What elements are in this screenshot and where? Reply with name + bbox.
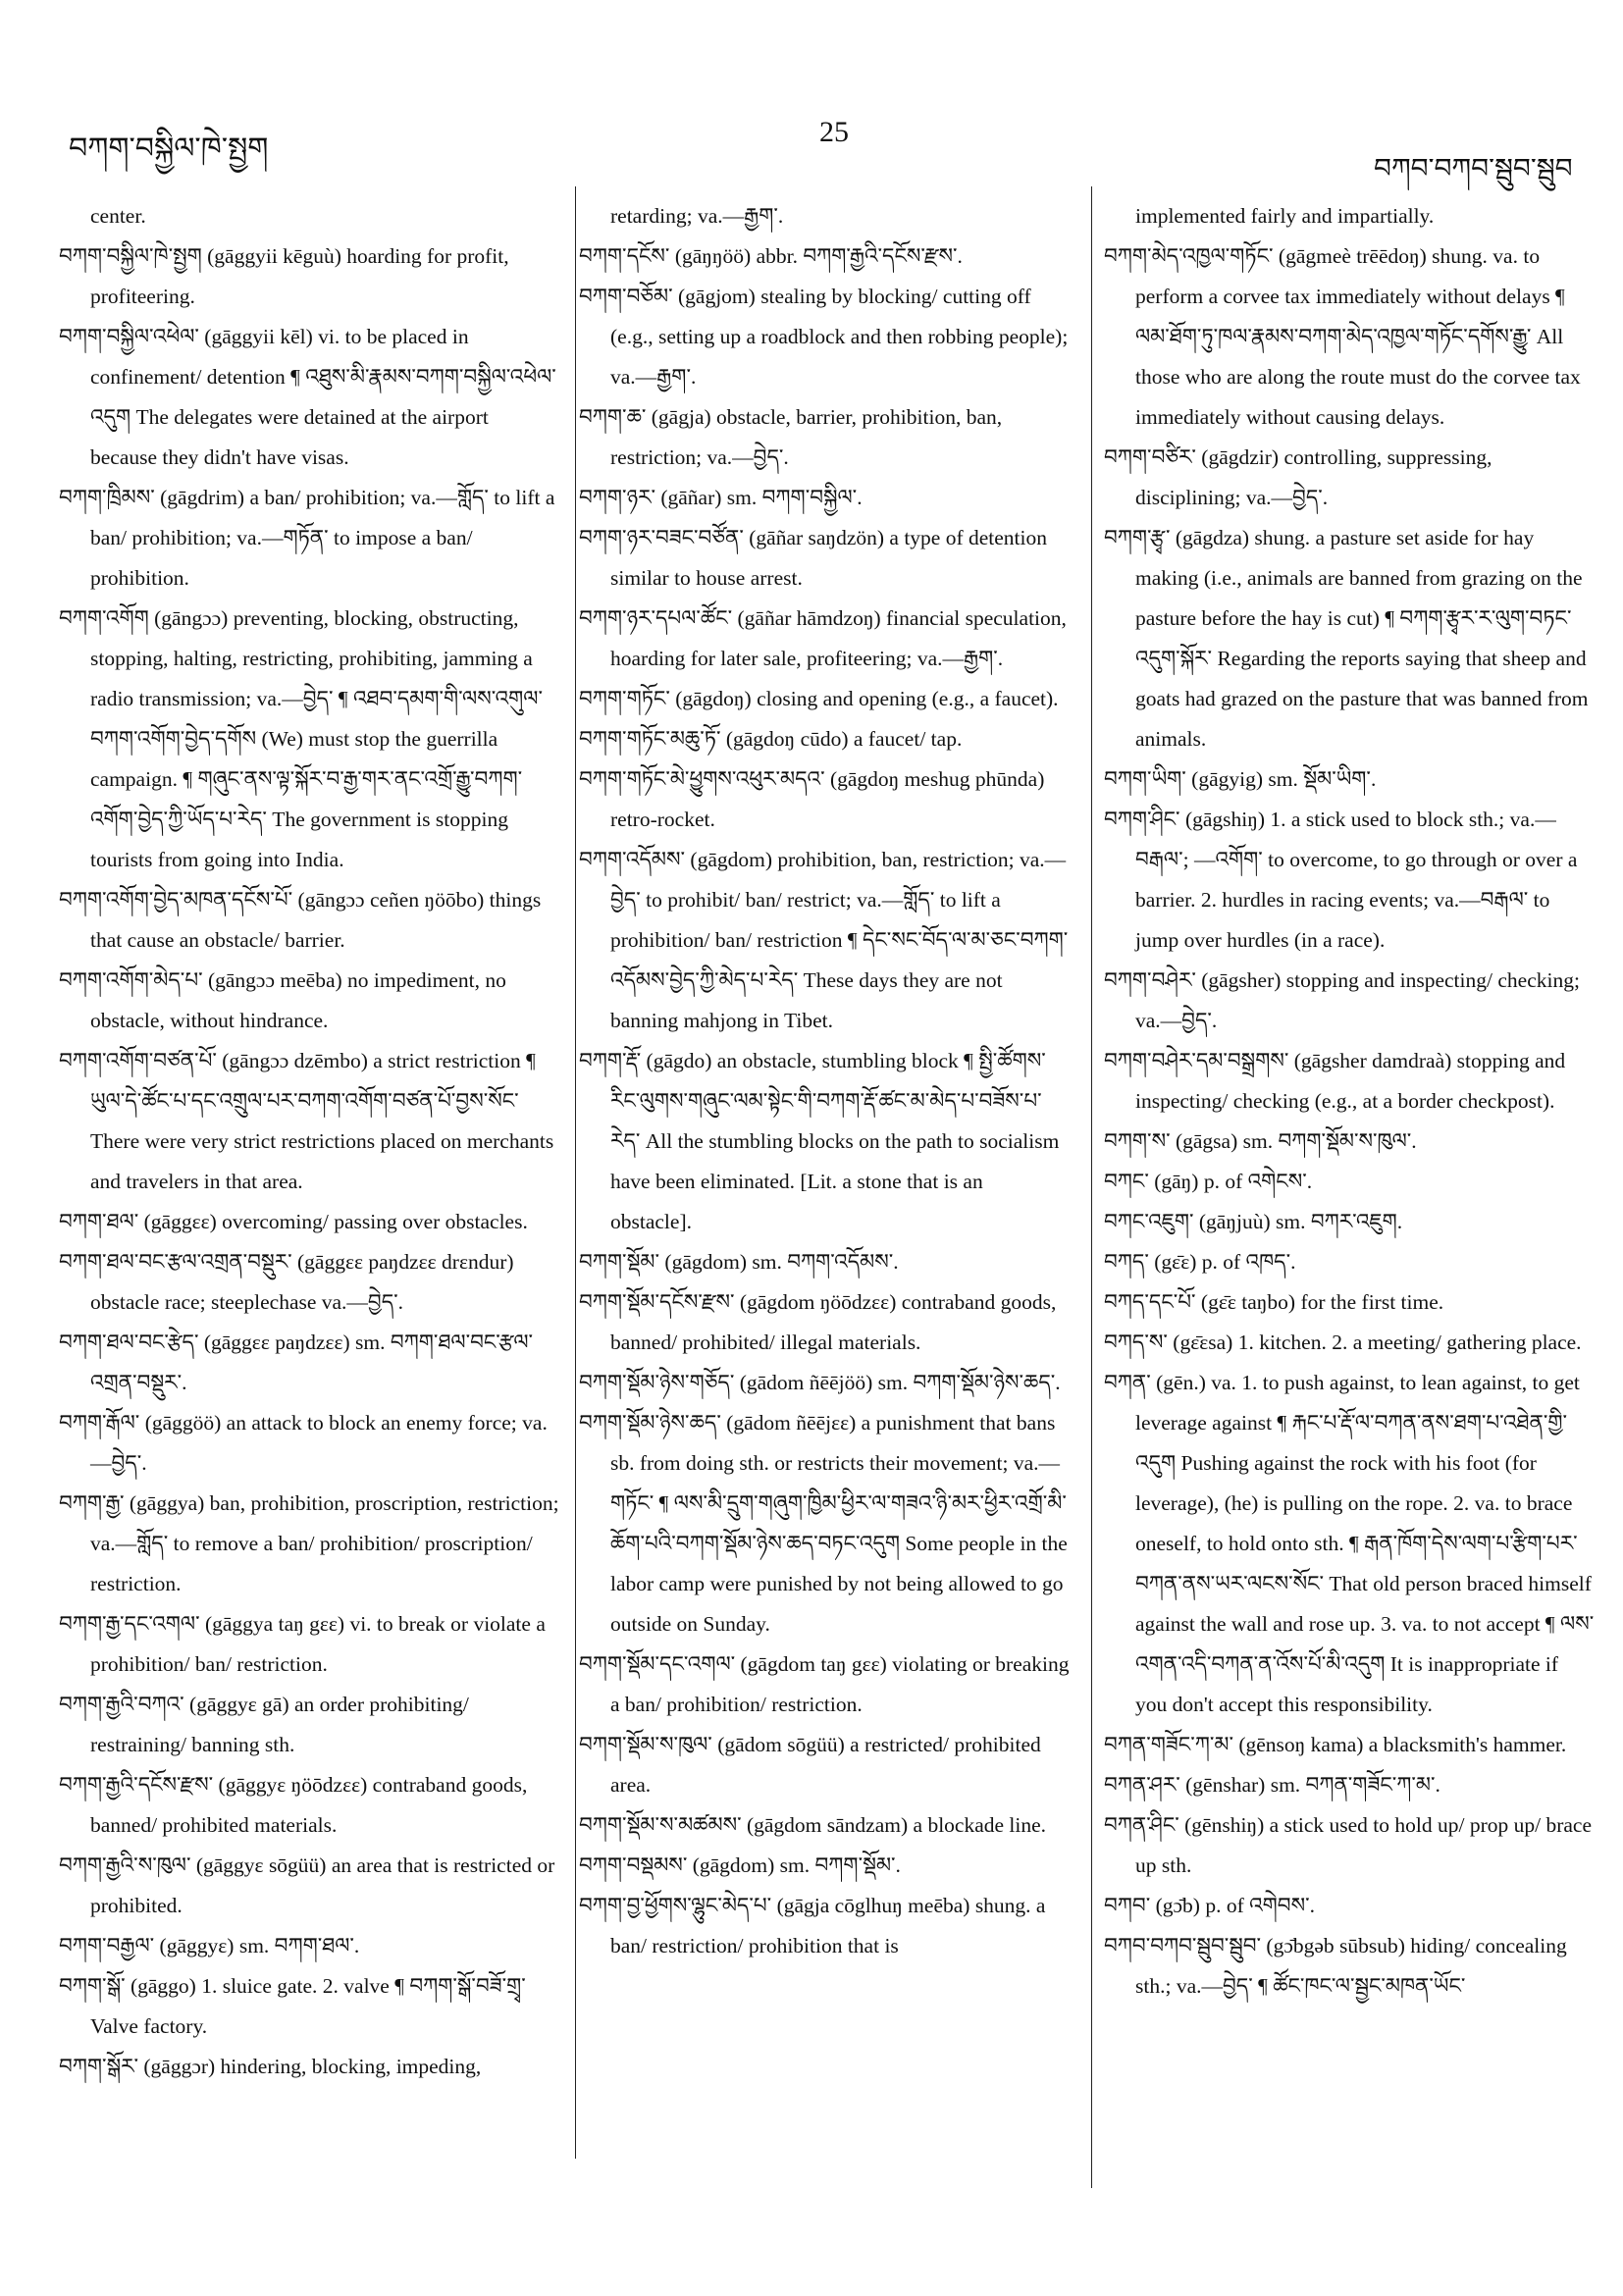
- dictionary-entry: བཀན་གཟོང་ཀ་མ་ (gēnsoŋ kama) a blacksmith's hammer.: [1104, 1733, 1567, 1756]
- dictionary-entry: བཀག་སྡོམ་ས་མཚམས་ (gāgdom sāndzam) a blockade line.: [579, 1813, 1047, 1837]
- dictionary-entry: བཀག་ཉར་ (gāñar) sm. བཀག་བསྐྱིལ་.: [579, 486, 863, 509]
- dictionary-entry: བཀག་ཉར་བཟང་བཙོན་ (gāñar saŋdzön) a type of detention similar to house arrest.: [579, 526, 1047, 590]
- dictionary-entry: བཀག་སྡོམ་དངོས་རྫས་ (gāgdom ŋöōdzɛɛ) contraband goods, banned/ prohibited/ illegal materials.: [579, 1290, 1057, 1354]
- dictionary-entry: བཀག་འགོག་བྱེད་མཁན་དངོས་པོ་ (gāngɔɔ ceñen ŋöōbo) things that cause an obstacle/ barrier.: [59, 888, 542, 952]
- dictionary-entry: བཀག་བརྒྱལ་ (gāggyɛ) sm. བཀག་ཐལ་.: [59, 1934, 360, 1957]
- dictionary-entry: བཀབ་བཀབ་སྦུབ་སྦུབ་ (gɔ̄bgəb sūbsub) hiding/ concealing sth.; va.—བྱེད་ ¶ ཚོང་ཁང་ལ་སྦྱང་མཁན་ཡོང་: [1104, 1934, 1567, 1998]
- dictionary-entry: བཀན་ཤིང་ (gēnshiŋ) a stick used to hold up/ prop up/ brace up sth.: [1104, 1813, 1593, 1877]
- dictionary-entry: བཀད་ (gɛ̄ɛ) p. of འཁད་.: [1104, 1250, 1296, 1274]
- dictionary-entry: བཀན་ (gēn.) va. 1. to push against, to lean against, to get leverage against ¶ རྐང་པ་རྡོ་ལ་བཀན་ནས་ཐག་པ་འཐེན་གྱི་འདུག Pushing against the rock with his foot (for leverage), (he) is pulling on the rope. 2. va. to brace oneself, to hold onto sth. ¶ རྒན་ཁོག་དེས་ལག་པ་རྩིག་པར་བཀན་ནས་ཡར་ལངས་སོང་ That old person braced himself against the wall and rose up. 3. va. to not accept ¶ ལས་འགན་འདི་བཀན་ན་འོས་པོ་མི་འདུག It is inappropriate if you don't accept this responsibility.: [1104, 1371, 1595, 1716]
- entry-continuation: retarding; va.—རྒྱག་.: [610, 204, 784, 228]
- dictionary-entry: བཀག་ཉར་དཔལ་ཚོང་ (gāñar hāmdzoŋ) financial speculation, hoarding for later sale, profiteering; va.—རྒྱག་.: [579, 606, 1067, 670]
- dictionary-entry: བཀག་རྒྱ་ (gāggya) ban, prohibition, proscription, restriction; va.—གློད་ to remove a ban/ prohibition/ proscription/ restriction.: [59, 1491, 559, 1595]
- dictionary-entry: བཀག་སྡོམ་ (gāgdom) sm. བཀག་འདོམས་.: [579, 1250, 899, 1274]
- dictionary-entry: བཀག་སྡོམ་ཉེས་ཆད་ (gādom ñēējɛɛ) a punishment that bans sb. from doing sth. or restricts their movement; va.—གཏོང་ ¶ ལས་མི་དྲུག་གཞུག་ཁྱིམ་ཕྱིར་ལ་གཟའ་ཉི་མར་ཕྱིར་འགྲོ་མི་ཆོག་པའི་བཀག་སྡོམ་ཉེས་ཆད་བཏང་འདུག Some people in the labor camp were punished by not being allowed to go outside on Sunday.: [579, 1411, 1068, 1636]
- dictionary-entry: བཀག་འདོམས་ (gāgdom) prohibition, ban, restriction; va.—བྱེད་ to prohibit/ ban/ restrict; va.—གློད་ to lift a prohibition/ ban/ restriction ¶ དེང་སང་བོད་ལ་མ་ཅང་བཀག་འདོམས་བྱེད་ཀྱི་མེད་པ་རེད་ These days they are not banning mahjong in Tibet.: [579, 848, 1069, 1032]
- dictionary-entry: བཀག་ཐལ་བང་རྩལ་འགྲན་བསྡུར་ (gāggɛɛ paŋdzɛɛ drɛndur) obstacle race; steeplechase va.—བྱེད་.: [59, 1250, 514, 1314]
- dictionary-entry: བཀད་ས་ (gɛ̄ɛsa) 1. kitchen. 2. a meeting/ gathering place.: [1104, 1331, 1582, 1354]
- dictionary-entry: བཀག་སྡོམ་ས་ཁུལ་ (gādom sōgüü) a restricted/ prohibited area.: [579, 1733, 1041, 1797]
- dictionary-entry: བཀག་བསྡམས་ (gāgdom) sm. བཀག་སྡོམ་.: [579, 1853, 901, 1877]
- dictionary-entry: བཀག་སྡོམ་ཉེས་གཅོད་ (gādom ñēējöö) sm. བཀག་སྡོམ་ཉེས་ཆད་.: [579, 1371, 1061, 1394]
- dictionary-entry: བཀག་ས་ (gāgsa) sm. བཀག་སྡོམ་ས་ཁུལ་.: [1104, 1129, 1417, 1153]
- dictionary-entry: བཀག་སྡོམ་དང་འགལ་ (gāgdom taŋ gɛɛ) violating or breaking a ban/ prohibition/ restriction.: [579, 1652, 1070, 1716]
- dictionary-entry: བཀག་དངོས་ (gāŋŋöö) abbr. བཀག་རྒྱའི་དངོས་རྫས་.: [579, 244, 963, 268]
- dictionary-entry: བཀག་རྒྱའི་བཀའ་ (gāggyɛ gā) an order prohibiting/ restraining/ banning sth.: [59, 1693, 469, 1756]
- dictionary-entry: བཀག་སྒོ་ (gāggo) 1. sluice gate. 2. valve ¶ བཀག་སྒོ་བཟོ་གྲྭ་ Valve factory.: [59, 1974, 526, 2038]
- dictionary-entry: བཀག་གཏོང་མཆུ་ཏོ་ (gāgdoŋ cūdo) a faucet/ tap.: [579, 727, 963, 751]
- dictionary-entry: བཀག་འགོག་བཙན་པོ་ (gāngɔɔ dzēmbo) a strict restriction ¶ ཡུལ་དེ་ཚོང་པ་དང་འགྲུལ་པར་བཀག་འགོག་བཙན་པོ་བྱས་སོང་ There were very strict restrictions placed on merchants and travelers in that area.: [59, 1049, 554, 1193]
- dictionary-column-3: [1104, 196, 1595, 2007]
- dictionary-entry: བཀག་བསྐྱིལ་ཁེ་སྤྱག (gāggyii kēguù) hoarding for profit, profiteering.: [59, 244, 509, 308]
- dictionary-column-1: [59, 196, 559, 2087]
- dictionary-entry: བཀག་འགོག་མེད་པ་ (gāngɔɔ meēba) no impediment, no obstacle, without hindrance.: [59, 968, 506, 1032]
- dictionary-entry: བཀག་ཐལ་ (gāggɛɛ) overcoming/ passing over obstacles.: [59, 1210, 528, 1233]
- dictionary-entry: བཀག་བཤེར་ (gāgsher) stopping and inspecting/ checking; va.—བྱེད་.: [1104, 968, 1580, 1032]
- dictionary-entry: བཀང་འཇུག་ (gāŋjuù) sm. བཀར་འཇུག.: [1104, 1210, 1403, 1233]
- dictionary-entry: བཀག་བསྐྱིལ་འཕེལ་ (gāggyii kēl) vi. to be placed in confinement/ detention ¶ འཐུས་མི་རྣམས་བཀག་བསྐྱིལ་འཕེལ་འདུག The delegates were detained at the airport because they didn't have visas.: [59, 325, 556, 469]
- dictionary-entry: བཀག་གཏོང་མེ་ཕྱུགས་འཕུར་མདའ་ (gāgdoŋ meshug phūnda) retro-rocket.: [579, 767, 1045, 831]
- dictionary-entry: བཀད་དང་པོ་ (gɛ̄ɛ taŋbo) for the first time.: [1104, 1290, 1444, 1314]
- dictionary-column-2: [579, 196, 1070, 1966]
- column-divider: [1091, 186, 1092, 2188]
- dictionary-entry: བཀབ་ (gɔ̄b) p. of འགེབས་.: [1104, 1894, 1315, 1917]
- dictionary-entry: བཀག་རྩྭ་ (gāgdza) shung. a pasture set aside for hay making (i.e., animals are banned from grazing on the pasture before the hay is cut) ¶ བཀག་རྩྭར་ར་ལུག་བཏང་འདུག་སྐོར་ Regarding the reports saying that sheep and goats had grazed on the pasture that was banned from animals.: [1104, 526, 1589, 751]
- dictionary-entry: བཀག་རྒྱ་དང་འགལ་ (gāggya taŋ gɛɛ) vi. to break or violate a prohibition/ ban/ restriction.: [59, 1612, 546, 1676]
- dictionary-entry: བཀག་ཁྲིམས་ (gāgdrim) a ban/ prohibition; va.—གློད་ to lift a ban/ prohibition; va.—གཏོན་ to impose a ban/ prohibition.: [59, 486, 555, 590]
- running-head-right: བཀབ་བཀབ་སྦུབ་སྦུབ: [1374, 154, 1573, 184]
- page-number: 25: [819, 116, 849, 148]
- entry-continuation: implemented fairly and impartially.: [1135, 204, 1435, 228]
- dictionary-entry: བཀག་རྡོ་ (gāgdo) an obstacle, stumbling block ¶ སྤྱི་ཚོགས་རིང་ལུགས་གཞུང་ལམ་སྟེང་གི་བཀག་རྡོ་ཚང་མ་མེད་པ་བཟོས་པ་རེད་ All the stumbling blocks on the path to socialism have been eliminated. [Lit. a stone that is an obstacle].: [579, 1049, 1060, 1233]
- dictionary-entry: བཀག་རྒྱའི་ས་ཁུལ་ (gāggyɛ sōgüü) an area that is restricted or prohibited.: [59, 1853, 555, 1917]
- dictionary-entry: བཀག་རྒྱའི་དངོས་རྫས་ (gāggyɛ ŋöōdzɛɛ) contraband goods, banned/ prohibited materials.: [59, 1773, 528, 1837]
- dictionary-entry: བཀག་རྒོལ་ (gāggöö) an attack to block an enemy force; va.—བྱེད་.: [59, 1411, 548, 1475]
- dictionary-entry: བཀག་བཙིར་ (gāgdzir) controlling, suppressing, disciplining; va.—བྱེད་.: [1104, 445, 1492, 509]
- running-head-left: བཀག་བསྐྱིལ་ཁེ་སྤྱག: [69, 132, 269, 165]
- dictionary-entry: བཀན་ཤར་ (gēnshar) sm. བཀན་གཟོང་ཀ་མ་.: [1104, 1773, 1440, 1797]
- dictionary-entry: བཀག་གཏོང་ (gāgdoŋ) closing and opening (e.g., a faucet).: [579, 687, 1059, 710]
- dictionary-entry: བཀག་ཆ་ (gāgja) obstacle, barrier, prohibition, ban, restriction; va.—བྱེད་.: [579, 405, 1003, 469]
- column-divider: [575, 186, 576, 2159]
- dictionary-entry: བཀག་ཤིང་ (gāgshiŋ) 1. a stick used to block sth.; va.—བརྒལ་; —འགོག་ to overcome, to go through or over a barrier. 2. hurdles in racing events; va.—བརྒལ་ to jump over hurdles (in a race).: [1104, 808, 1578, 952]
- dictionary-entry: བཀག་མེད་འཁྱལ་གཏོང་ (gāgmeè trēēdoŋ) shung. va. to perform a corvee tax immediately without delays ¶ ལམ་ཐོག་ཏུ་ཁལ་རྣམས་བཀག་མེད་འཁྱལ་གཏོང་དགོས་རྒྱུ་ All those who are along the route must do the corvee tax immediately without causing delays.: [1104, 244, 1581, 429]
- dictionary-entry: བཀག་འགོག (gāngɔɔ) preventing, blocking, obstructing, stopping, halting, restricting, prohibiting, jamming a radio transmission; va.—བྱེད་ ¶ འཐབ་དམག་གི་ལས་འགུལ་བཀག་འགོག་བྱེད་དགོས (We) must stop the guerrilla campaign. ¶ གཞུང་ནས་ལྟ་སྐོར་བ་རྒྱ་གར་ནང་འགྲོ་རྒྱུ་བཀག་འགོག་བྱེད་ཀྱི་ཡོད་པ་རེད་ The government is stopping tourists from going into India.: [59, 606, 543, 871]
- dictionary-entry: བཀག་ཐལ་བང་རྩེད་ (gāggɛɛ paŋdzɛɛ) sm. བཀག་ཐལ་བང་རྩལ་འགྲན་བསྡུར་.: [59, 1331, 534, 1394]
- dictionary-entry: བཀག་བཤེར་དམ་བསྒྲགས་ (gāgsher damdraà) stopping and inspecting/ checking (e.g., at a border checkpost).: [1104, 1049, 1566, 1113]
- dictionary-entry: བཀང་ (gāŋ) p. of འགེངས་.: [1104, 1170, 1313, 1193]
- dictionary-entry: བཀག་ཡིག་ (gāgyig) sm. སྡོམ་ཡིག་.: [1104, 767, 1377, 791]
- dictionary-entry: བཀག་བཅོམ་ (gāgjom) stealing by blocking/ cutting off (e.g., setting up a roadblock and then robbing people); va.—རྒྱག་.: [579, 285, 1069, 389]
- entry-continuation: center.: [90, 204, 146, 228]
- dictionary-entry: བཀག་བྱ་ཕྱོགས་ལྷུང་མེད་པ་ (gāgja cōglhuŋ meēba) shung. a ban/ restriction/ prohibition that is: [579, 1894, 1046, 1957]
- dictionary-entry: བཀག་སྒོར་ (gāggɔr) hindering, blocking, impeding,: [59, 2055, 482, 2078]
